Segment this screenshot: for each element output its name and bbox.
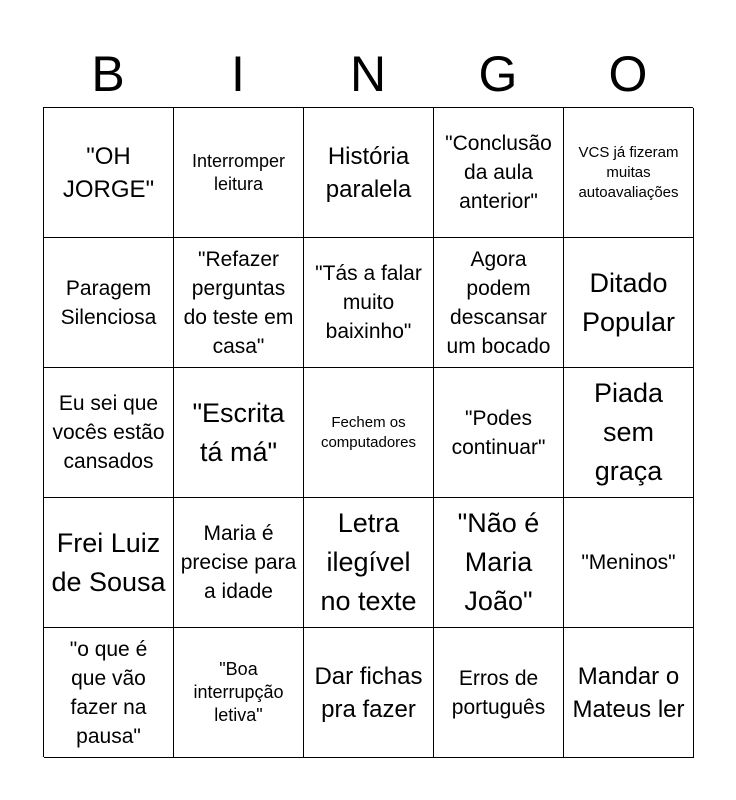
cell-text: VCS já fizeram muitas autoavaliações [578,143,679,201]
bingo-grid [43,107,693,757]
cell-text: "Escrita tá má" [192,397,285,467]
bingo-header [43,40,693,108]
header-letter-n: N [349,46,387,102]
bingo-cell[interactable] [564,108,694,238]
bingo-cell[interactable] [564,368,694,498]
cell-text: "OH JORGE" [62,142,155,203]
bingo-cell[interactable] [44,238,174,368]
cell-text: Ditado Popular [581,267,676,337]
cell-text: Dar fichas pra fazer [314,662,423,723]
cell-text: Piada sem graça [593,378,664,486]
cell-text: Interromper leitura [191,150,286,194]
bingo-cell[interactable] [434,628,564,758]
cell-text: Letra ilegível no texte [320,508,417,616]
bingo-cell[interactable] [174,108,304,238]
bingo-cell[interactable] [434,108,564,238]
cell-text: "Não é Maria João" [457,508,540,616]
cell-text: "Conclusão da aula anterior" [445,132,552,213]
bingo-cell[interactable] [304,238,434,368]
header-letter-b: B [91,46,125,102]
cell-text: "Refazer perguntas do teste em casa" [183,247,294,358]
bingo-cell[interactable] [304,628,434,758]
cell-text: Paragem Silenciosa [60,276,157,329]
header-letter-o: O [608,46,648,102]
cell-text: Agora podem descansar um bocado [446,247,551,358]
bingo-cell[interactable] [44,628,174,758]
bingo-cell[interactable] [174,498,304,628]
cell-text: "Meninos" [581,551,676,574]
bingo-cell[interactable] [174,368,304,498]
cell-text: "o que é que vão fazer na pausa" [69,637,148,748]
cell-text: Fechem os computadores [320,413,417,451]
bingo-cell[interactable] [434,368,564,498]
cell-text: "Boa interrupção letiva" [193,659,284,725]
bingo-cell[interactable] [564,498,694,628]
bingo-cell[interactable] [564,628,694,758]
header-letter-i: I [231,46,245,102]
cell-text: Eu sei que vocês estão cansados [52,392,165,473]
bingo-cell[interactable] [304,368,434,498]
cell-text: Erros de português [451,666,546,719]
bingo-cell[interactable] [434,238,564,368]
cell-text: História paralela [325,142,412,203]
bingo-cell[interactable] [174,238,304,368]
bingo-cell[interactable] [44,108,174,238]
cell-text: Mandar o Mateus ler [572,662,685,723]
bingo-cell[interactable] [304,498,434,628]
header-letter-g: G [478,46,518,102]
bingo-cell[interactable] [564,238,694,368]
cell-text: Frei Luiz de Sousa [51,527,166,597]
cell-text: Maria é precise para a idade [180,522,297,603]
cell-text: "Podes continuar" [451,406,546,459]
bingo-cell[interactable] [44,368,174,498]
bingo-cell[interactable] [44,498,174,628]
bingo-cell[interactable] [434,498,564,628]
cell-text: "Tás a falar muito baixinho" [315,262,422,343]
bingo-cell[interactable] [174,628,304,758]
bingo-cell[interactable] [304,108,434,238]
